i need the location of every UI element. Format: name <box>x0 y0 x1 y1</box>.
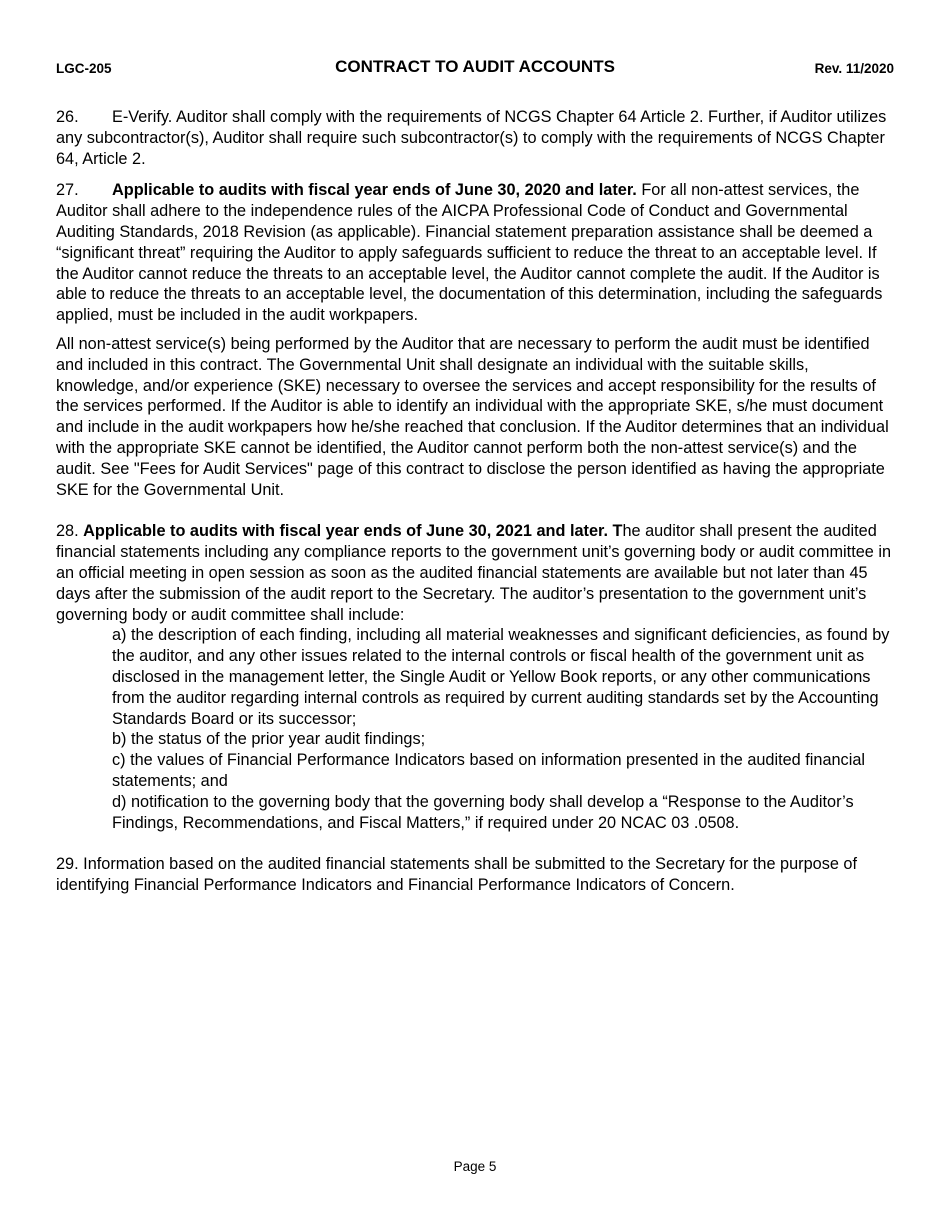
document-title: CONTRACT TO AUDIT ACCOUNTS <box>335 57 615 76</box>
section-text: For all non-attest services, the Auditor shall adhere to the independence rules of the AICPA Professional Code of Conduct and Governmental Auditing Standards, 2018 Revision (as applicable). Financial statement preparation assistance shall be deemed a “significant threat” requiring the Auditor to apply safeguards sufficient to reduce the threat to an acceptable level. If the Auditor cannot reduce the threats to an acceptable level, the Auditor cannot complete the audit. If the Auditor is able to reduce the threats to an acceptable level, the documentation of this determination, including the safeguards applied, must be included in the audit workpapers. <box>56 181 883 325</box>
list-item: d) notification to the governing body that the governing body shall develop a “Response to the Auditor’s Findings, Recommendations, and Fiscal Matters,” if required under 20 NCAC 03 .0508. <box>112 792 854 832</box>
section-text: Information based on the audited financial statements shall be submitted to the Secretary for the purpose of identifying Financial Performance Indicators and Financial Performance Indicators of Concern. <box>56 855 857 895</box>
section-heading: Applicable to audits with fiscal year ends of June 30, 2021 and later. T <box>83 522 623 541</box>
list-item: b) the status of the prior year audit findings; <box>112 730 426 749</box>
revision-label: Rev. 11/2020 <box>814 61 894 76</box>
section-heading: Applicable to audits with fiscal year ends of June 30, 2020 and later. <box>112 181 637 200</box>
form-id: LGC-205 <box>56 61 112 76</box>
list-item: a) the description of each finding, including all material weaknesses and significant deficiencies, as found by the auditor, and any other issues related to the internal controls or fiscal health of the government unit as disclosed in the management letter, the Single Audit or Yellow Book reports, or any other communications from the auditor regarding internal controls as required by current auditing standards set by the Accounting Standards Board or its successor; <box>112 626 890 728</box>
section-text: E-Verify. Auditor shall comply with the requirements of NCGS Chapter 64 Article 2. Further, if Auditor utilizes any subcontractor(s), Auditor shall require such subcontractor(s) to comply with the requirements of NCGS Chapter 64, Article 2. <box>56 108 887 168</box>
section-27-paragraph-2: All non-attest service(s) being performed by the Auditor that are necessary to perform the audit must be identified and included in this contract. The Governmental Unit shall designate an individual with the suitable skills, knowledge, and/or experience (SKE) necessary to oversee the services and accept responsibility for the results of the services performed. If the Auditor is able to identify an individual with the appropriate SKE, s/he must document and include in the audit workpapers how he/she reached that conclusion. If the Auditor determines that an individual with the appropriate SKE cannot be identified, the Auditor cannot perform both the non-attest service(s) and the audit. See "Fees for Audit Services" page of this contract to disclose the person identified as having the appropriate SKE for the Governmental Unit. <box>56 334 889 499</box>
section-27 <box>56 180 894 326</box>
page-number: Page 5 <box>453 1159 497 1174</box>
section-number: 27. <box>56 181 79 200</box>
document-body <box>56 107 894 896</box>
list-item: c) the values of Financial Performance Indicators based on information presented in the audited financial statements; and <box>112 751 865 790</box>
page-header <box>0 0 950 90</box>
section-text: he auditor shall present the audited financial statements including any compliance reports to the government unit’s governing body or audit committee in an official meeting in open session as soon as the audited financial statements are available but not later than 45 days after the submission of the audit report to the Secretary. The auditor’s presentation to the government unit’s governing body or audit committee shall include: <box>56 522 892 624</box>
section-28-intro <box>56 521 894 625</box>
section-28 <box>56 521 894 833</box>
section-26 <box>56 107 894 169</box>
presentation-items-list <box>112 625 894 833</box>
section-number: 28. <box>56 522 79 541</box>
section-29 <box>56 854 894 896</box>
section-number: 26. <box>56 108 79 126</box>
section-number: 29. <box>56 855 79 874</box>
